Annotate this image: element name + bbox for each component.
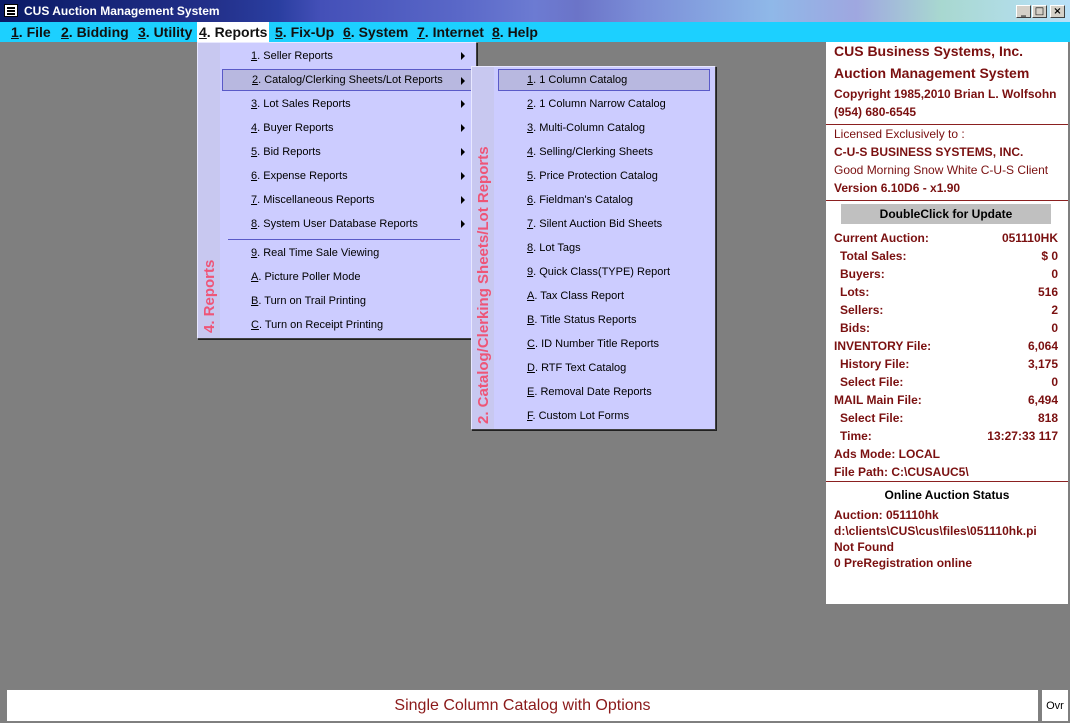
stat-label: Total Sales: — [840, 249, 907, 263]
menu-item-catalog-reports[interactable]: 2. Catalog/Clerking Sheets/Lot Reports — [222, 69, 472, 91]
divider — [826, 481, 1068, 482]
submenu-arrow-icon — [461, 100, 465, 108]
stat-label: Select File: — [840, 375, 904, 389]
ads-mode: Ads Mode: LOCAL — [834, 447, 940, 461]
menu-item-price-protection-catalog[interactable]: 5. Price Protection Catalog — [527, 170, 658, 182]
menu-item-fieldmans-catalog[interactable]: 6. Fieldman's Catalog — [527, 194, 634, 206]
menu-item-system-user-reports[interactable]: 8. System User Database Reports — [221, 213, 471, 235]
title-bar — [0, 0, 1070, 22]
submenu-arrow-icon — [461, 124, 465, 132]
catalog-submenu — [471, 66, 716, 430]
update-button[interactable]: DoubleClick for Update — [841, 204, 1051, 224]
reports-side-label: 4. Reports — [201, 259, 218, 333]
divider — [826, 200, 1068, 201]
stat-label: MAIL Main File: — [834, 393, 922, 407]
menu-item-bid-reports[interactable]: 5. Bid Reports — [221, 141, 471, 163]
stat-label: History File: — [840, 357, 910, 371]
menu-item-multi-column-catalog[interactable]: 3. Multi-Column Catalog — [527, 122, 645, 134]
menu-item-title-status-reports[interactable]: B. Title Status Reports — [527, 314, 637, 326]
stat-label: Time: — [840, 429, 872, 443]
menu-item-tax-class-report[interactable]: A. Tax Class Report — [527, 290, 625, 302]
minimize-button[interactable]: _ — [1016, 5, 1031, 18]
online-auction: Auction: 051110hk — [834, 508, 939, 522]
menu-item-rtf-text-catalog[interactable]: D. RTF Text Catalog — [527, 362, 627, 374]
submenu-arrow-icon — [461, 52, 465, 60]
menu-item-silent-auction-bid-sheets[interactable]: 7. Silent Auction Bid Sheets — [527, 218, 663, 230]
stat-value: 3,175 — [1027, 357, 1058, 371]
menu-item-removal-date-reports[interactable]: E. Removal Date Reports — [527, 386, 652, 398]
menu-item-1-column-narrow-catalog[interactable]: 2. 1 Column Narrow Catalog — [527, 98, 666, 110]
file-path: File Path: C:\CUSAUC5\ — [834, 465, 969, 479]
stat-value: 818 — [1037, 411, 1058, 425]
stat-label: Current Auction: — [834, 231, 929, 245]
menu-item-buyer-reports[interactable]: 4. Buyer Reports — [221, 117, 471, 139]
stat-value: 6,064 — [1027, 339, 1058, 353]
menu-system[interactable]: 6. System — [343, 24, 409, 40]
product-name: Auction Management System — [834, 65, 1030, 81]
status-bar — [6, 689, 1039, 722]
stat-label: Sellers: — [840, 303, 884, 317]
stat-value: 0 — [1051, 267, 1058, 281]
menu-fix-up[interactable]: 5. Fix-Up — [275, 24, 335, 40]
overwrite-mode-indicator: Ovr — [1041, 689, 1069, 722]
menu-item-expense-reports[interactable]: 6. Expense Reports — [221, 165, 471, 187]
licensee: C-U-S BUSINESS SYSTEMS, INC. — [834, 145, 1024, 159]
menu-item-receipt-printing[interactable]: C. Turn on Receipt Printing — [251, 319, 384, 331]
online-status-title: Online Auction Status — [884, 488, 1010, 502]
menu-item-picture-poller-mode[interactable]: A. Picture Poller Mode — [251, 271, 361, 283]
reports-dropdown — [197, 42, 477, 339]
menu-item-custom-lot-forms[interactable]: F. Custom Lot Forms — [527, 410, 630, 422]
greeting: Good Morning Snow White C-U-S Client — [834, 163, 1049, 177]
submenu-arrow-icon — [461, 220, 465, 228]
stat-value: 2 — [1051, 303, 1058, 317]
submenu-arrow-icon — [461, 77, 465, 85]
phone: (954) 680-6545 — [834, 105, 917, 119]
stat-label: Lots: — [840, 285, 870, 299]
online-not-found: Not Found — [834, 540, 894, 554]
menu-item-id-number-title-reports[interactable]: C. ID Number Title Reports — [527, 338, 660, 350]
maximize-button[interactable]: □ — [1032, 5, 1047, 18]
menu-item-quick-class-report[interactable]: 9. Quick Class(TYPE) Report — [527, 266, 671, 278]
menu-item-miscellaneous-reports[interactable]: 7. Miscellaneous Reports — [221, 189, 471, 211]
copyright: Copyright 1985,2010 Brian L. Wolfsohn — [834, 87, 1057, 101]
stat-label: INVENTORY File: — [834, 339, 932, 353]
stat-value: $ 0 — [1041, 249, 1058, 263]
app-icon[interactable] — [4, 4, 18, 17]
version: Version 6.10D6 - x1.90 — [834, 181, 961, 195]
menu-separator — [228, 239, 460, 240]
menu-item-trail-printing[interactable]: B. Turn on Trail Printing — [251, 295, 366, 307]
window-title: CUS Auction Management System — [24, 4, 220, 18]
stat-value: 0 — [1051, 375, 1058, 389]
info-panel — [826, 42, 1068, 604]
licensed-label: Licensed Exclusively to : — [834, 127, 965, 141]
menu-utility[interactable]: 3. Utility — [138, 24, 193, 40]
menu-item-selling-clerking-sheets[interactable]: 4. Selling/Clerking Sheets — [527, 146, 653, 158]
menu-reports[interactable]: 4. Reports — [199, 24, 268, 40]
submenu-arrow-icon — [461, 172, 465, 180]
stat-value: 051110HK — [1001, 231, 1058, 245]
menu-item-seller-reports[interactable]: 1. Seller Reports — [221, 45, 471, 67]
submenu-arrow-icon — [461, 148, 465, 156]
company-name: CUS Business Systems, Inc. — [834, 43, 1024, 59]
menu-internet[interactable]: 7. Internet — [417, 24, 484, 40]
stat-value: 6,494 — [1027, 393, 1058, 407]
menu-item-lot-sales-reports[interactable]: 3. Lot Sales Reports — [221, 93, 471, 115]
divider — [826, 124, 1068, 125]
stat-label: Bids: — [840, 321, 870, 335]
online-prereg: 0 PreRegistration online — [834, 556, 973, 570]
menu-bidding[interactable]: 2. Bidding — [61, 24, 129, 40]
menu-file[interactable]: 1. File — [11, 24, 51, 40]
menu-item-lot-tags[interactable]: 8. Lot Tags — [527, 242, 581, 254]
menu-item-1-column-catalog[interactable]: 1. 1 Column Catalog — [498, 69, 710, 91]
menu-help[interactable]: 8. Help — [492, 24, 538, 40]
stat-value: 13:27:33 117 — [987, 429, 1058, 443]
menu-bar — [0, 22, 1070, 42]
submenu-arrow-icon — [461, 196, 465, 204]
status-message: Single Column Catalog with Options — [394, 697, 651, 714]
catalog-side-label: 2. Catalog/Clerking Sheets/Lot Reports — [475, 146, 492, 424]
stat-value: 516 — [1037, 285, 1058, 299]
stat-label: Select File: — [840, 411, 904, 425]
online-file-path: d:\clients\CUS\cus\files\051110hk.pi — [834, 524, 1037, 538]
stat-value: 0 — [1051, 321, 1058, 335]
menu-item-real-time-sale-viewing[interactable]: 9. Real Time Sale Viewing — [251, 247, 380, 259]
close-button[interactable]: × — [1050, 5, 1065, 18]
stat-label: Buyers: — [840, 267, 885, 281]
